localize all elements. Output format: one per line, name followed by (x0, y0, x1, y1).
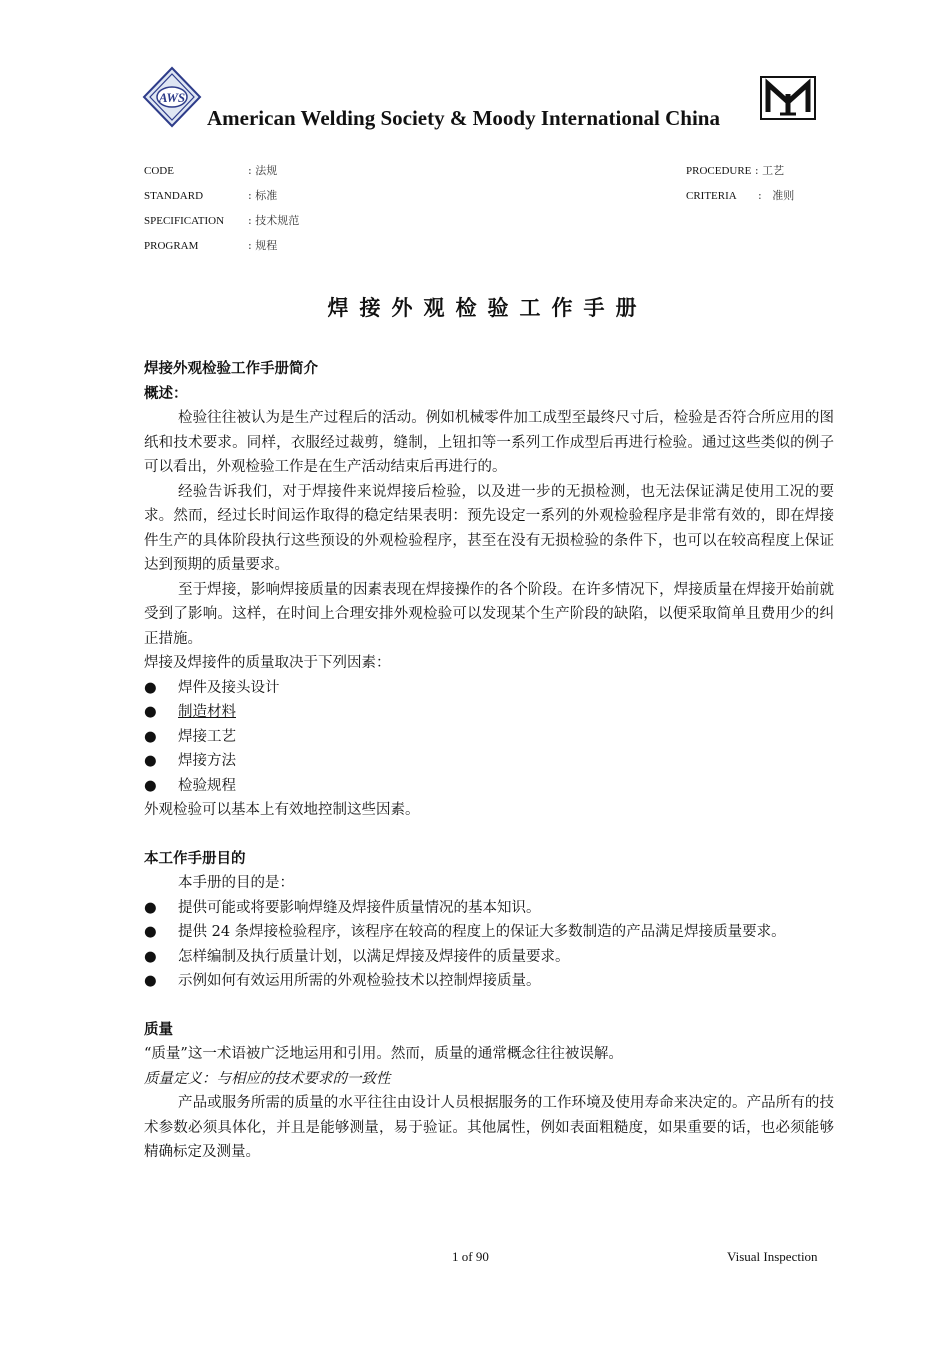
meta-value: 标准 (255, 189, 278, 202)
meta-key: SPECIFICATION (144, 215, 225, 227)
meta-sep: : (248, 214, 252, 227)
meta-sep: : (248, 239, 252, 252)
document-body (144, 357, 834, 1165)
intro-paragraph-1: 检验往往被认为是生产过程后的活动。例如机械零件加工成型至最终尺寸后，检验是否符合所应用的图纸和技术要求。同样，衣服经过裁剪，缝制，上钮扣等一系列工作成型后再进行检验。通过这些类似的例子可以看出，外观检验工作是在生产活动结束后再进行的。 (144, 410, 834, 475)
overview-label: 概述： (144, 384, 188, 402)
list-item-text: 示例如何有效运用所需的外观检验技术以控制焊接质量。 (178, 973, 541, 989)
list-item-text: 焊件及接头设计 (178, 679, 280, 696)
list-item (144, 676, 834, 701)
list-item (144, 725, 834, 750)
list-item-text: 提供可能或将要影响焊缝及焊接件质量情况的基本知识。 (178, 899, 541, 916)
intro-paragraph-2: 经验告诉我们，对于焊接件来说焊接后检验，以及进一步的无损检测，也无法保证满足使用工况的要求。然而，经过长时间运作取得的稳定结果表明：预先设定一系列的外观检验程序是非常有效的，即在焊接件生产的具体阶段执行这些预设的外观检验程序，甚至在没有无损检验的条件下，也可以在较高程度上保证达到预期的质量要求。 (144, 483, 834, 573)
bullet-icon: ● (144, 948, 157, 965)
meta-code (144, 162, 277, 178)
meta-criteria (686, 187, 794, 203)
list-item (144, 945, 834, 970)
intro-heading: 焊接外观检验工作手册简介 (144, 360, 318, 377)
list-item-text: 焊接工艺 (178, 728, 236, 745)
list-item (144, 969, 834, 994)
organization-name: American Welding Society & Moody International China (207, 106, 720, 130)
quality-definition: 质量定义：与相应的技术要求的一致性 (144, 1070, 391, 1087)
quality-heading: 质量 (144, 1020, 173, 1038)
meta-sep: : (758, 189, 762, 202)
mi-logo (760, 76, 816, 120)
meta-key: CRITERIA (686, 190, 737, 202)
page-number: 1 of 90 (452, 1249, 489, 1264)
list-item (144, 700, 834, 725)
list-item (144, 920, 834, 945)
list-item-text: 怎样编制及执行质量计划，以满足焊接及焊接件的质量要求。 (178, 948, 570, 965)
meta-key: PROCEDURE (686, 165, 752, 177)
meta-key: PROGRAM (144, 240, 199, 252)
bullet-icon: ● (144, 924, 157, 940)
meta-value: 准则 (772, 189, 795, 202)
intro-paragraph-3: 至于焊接，影响焊接质量的因素表现在焊接操作的各个阶段。在许多情况下，焊接质量在焊接开始前就受到了影响。这样，在时间上合理安排外观检验可以发现某个生产阶段的缺陷，以便采取简单且费用少的纠正措施。 (144, 581, 834, 647)
meta-value: 工艺 (762, 164, 785, 177)
bullet-icon: ● (144, 728, 157, 745)
meta-value: 法规 (255, 164, 278, 177)
factors-lead: 焊接及焊接件的质量取决于下列因素： (144, 655, 391, 671)
meta-sep: : (248, 164, 252, 177)
bullet-icon: ● (144, 973, 157, 989)
meta-program (144, 237, 277, 253)
list-item (144, 896, 834, 921)
meta-sep: : (248, 189, 252, 202)
meta-value: 技术规范 (255, 214, 300, 227)
meta-value: 规程 (255, 239, 278, 252)
bullet-icon: ● (144, 753, 157, 769)
meta-specification (144, 212, 299, 228)
bullet-icon: ● (144, 704, 157, 720)
list-item-text: 提供 24 条焊接检验程序，该程序在较高的程度上的保证大多数制造的产品满足焊接质量要求。 (178, 924, 786, 940)
factors-tail: 外观检验可以基本上有效地控制这些因素。 (144, 802, 420, 818)
bullet-icon: ● (144, 679, 157, 696)
aws-logo (142, 66, 202, 128)
purpose-lead: 本手册的目的是： (178, 875, 294, 891)
meta-procedure (686, 162, 784, 178)
bullet-icon: ● (144, 899, 157, 916)
list-item (144, 774, 834, 799)
meta-sep: : (754, 164, 759, 177)
list-item-text: 焊接方法 (178, 753, 236, 769)
footer-doc-name: Visual Inspection (727, 1249, 818, 1264)
purpose-heading: 本工作手册目的 (144, 849, 246, 867)
list-item (144, 749, 834, 774)
list-item-text: 制造材料 (178, 704, 236, 720)
quality-paragraph-1: “质量”这一术语被广泛地运用和引用。然而，质量的通常概念往往被误解。 (144, 1046, 623, 1062)
quality-paragraph-2: 产品或服务所需的质量的水平往往由设计人员根据服务的工作环境及使用寿命来决定的。产品所有的技术参数必须具体化，并且是能够测量，易于验证。其他属性，例如表面粗糙度，如果重要的话，也必须能够精确标定及测量。 (144, 1095, 834, 1160)
meta-standard (144, 187, 277, 203)
document-title: 焊接外观检验工作手册 (327, 295, 648, 320)
aws-logo-text: AWS (158, 90, 186, 105)
bullet-icon: ● (144, 777, 157, 794)
meta-key: CODE (144, 165, 174, 177)
meta-key: STANDARD (144, 190, 204, 202)
list-item-text: 检验规程 (178, 777, 236, 794)
